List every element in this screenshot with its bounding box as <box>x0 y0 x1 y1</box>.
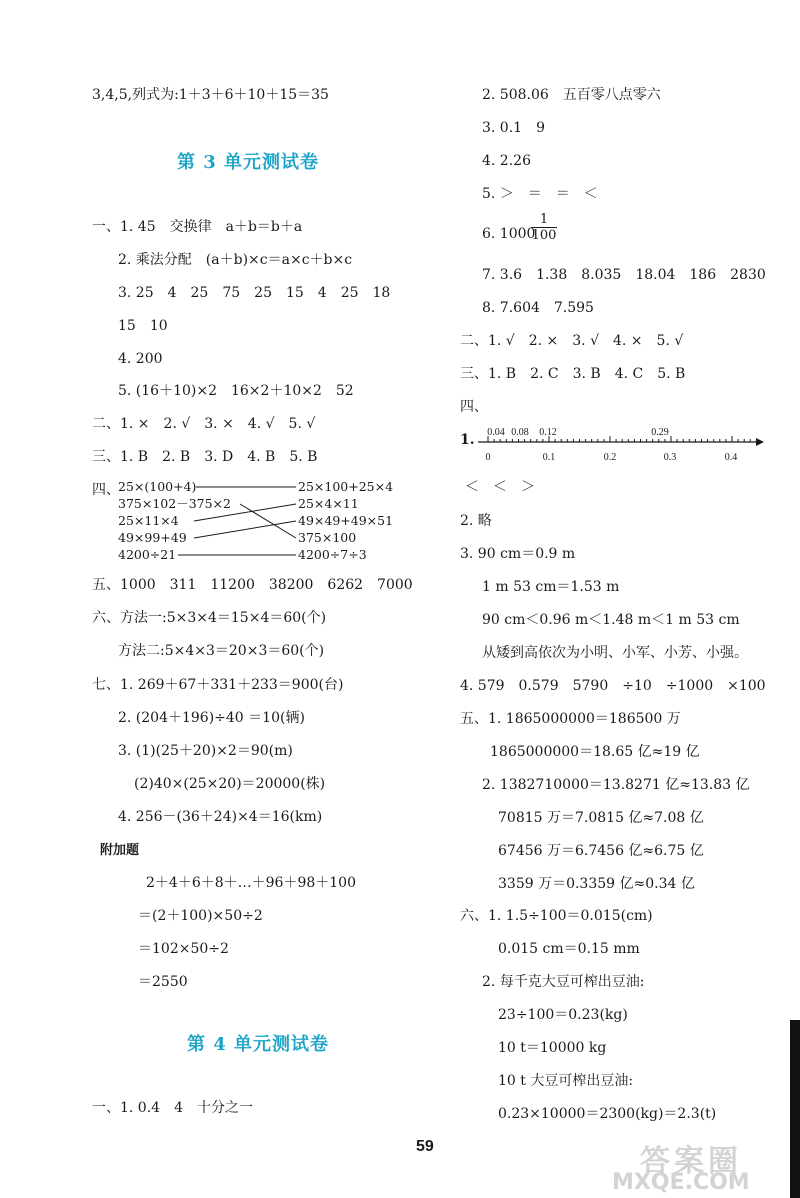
numberline-top-label: 0.29 <box>651 427 669 438</box>
answer-line: 2. 略 <box>460 513 492 529</box>
extra-line: ＝(2＋100)×50÷2 <box>138 908 263 924</box>
answer-line: 70815 万＝7.0815 亿≈7.08 亿 <box>498 810 704 826</box>
matching-left-item: 25×(100+4) <box>118 479 197 494</box>
fraction <box>531 212 557 243</box>
answer-line: 4. 200 <box>118 351 163 367</box>
answer-line: 67456 万＝6.7456 亿≈6.75 亿 <box>498 843 704 859</box>
answer-line: 3. (1)(25＋20)×2＝90(m) <box>118 743 293 759</box>
matching-right-item: 25×100+25×4 <box>298 479 394 494</box>
number-line <box>470 420 770 468</box>
answer-line: 1865000000＝18.65 亿≈19 亿 <box>490 744 700 760</box>
matching-left-item: 4200÷21 <box>118 547 177 562</box>
numberline-bottom-label: 0.2 <box>603 452 617 463</box>
matching-left-item: 25×11×4 <box>118 513 179 528</box>
numberline-top-label: 0.12 <box>539 427 557 438</box>
answer-line: 2. (204＋196)÷40 ＝10(辆) <box>118 710 305 726</box>
answer-line: 2. 每千克大豆可榨出豆油: <box>482 974 645 990</box>
unit4-title: 第 4 单元测试卷 <box>187 1034 330 1055</box>
answer-line: 六、1. 1.5÷100＝0.015(cm) <box>460 908 653 924</box>
answer-line: 3359 万＝0.3359 亿≈0.34 亿 <box>498 876 695 892</box>
answer-line: 10 t＝10000 kg <box>498 1040 607 1056</box>
answer-line: 3. 25 4 25 75 25 15 4 25 18 <box>118 285 391 301</box>
answer-line: 1 m 53 cm＝1.53 m <box>482 579 620 595</box>
matching-left-item: 49×99+49 <box>118 530 187 545</box>
answer-line: 从矮到高依次为小明、小军、小芳、小强。 <box>482 645 748 661</box>
answer-line: 三、1. B 2. C 3. B 4. C 5. B <box>460 366 686 382</box>
answer-line: 三、1. B 2. B 3. D 4. B 5. B <box>92 449 318 465</box>
answer-line: 0.23×10000＝2300(kg)＝2.3(t) <box>498 1106 717 1122</box>
matching-right-item: 4200÷7÷3 <box>298 547 367 562</box>
answer-line: 2. 1382710000＝13.8271 亿≈13.83 亿 <box>482 777 750 793</box>
answer-line: 2. 乘法分配 (a＋b)×c＝a×c＋b×c <box>118 252 353 268</box>
answer-line: 五、1. 1865000000＝186500 万 <box>460 711 681 727</box>
answer-line: ＜ ＜ ＞ <box>465 479 535 495</box>
answer-line: 一、1. 45 交换律 a＋b＝b＋a <box>92 219 303 235</box>
answer-line: 7. 3.6 1.38 8.035 18.04 186 2830 <box>482 267 766 283</box>
extra-line: 2＋4＋6＋8＋…＋96＋98＋100 <box>146 875 356 891</box>
extra-title: 附加题 <box>100 843 140 858</box>
answer-line: 5. ＞ ＝ ＝ ＜ <box>482 186 598 202</box>
answer-line: 一、1. 0.4 4 十分之一 <box>92 1100 253 1116</box>
answer-line: 二、1. √ 2. × 3. √ 4. × 5. √ <box>460 333 684 349</box>
numberline-prefix: 1. <box>460 432 475 448</box>
matching-prefix: 四、 <box>92 482 120 498</box>
numberline-top-label: 0.04 <box>487 427 505 438</box>
answer-line: 方法二:5×4×3＝20×3＝60(个) <box>118 643 325 659</box>
numberline-bottom-label: 0.1 <box>542 452 556 463</box>
answer-line: 5. (16＋10)×2 16×2＋10×2 52 <box>118 383 354 399</box>
answer-line: 3. 0.1 9 <box>482 120 545 136</box>
answer-line: 23÷100＝0.23(kg) <box>498 1007 628 1023</box>
answer-line: 10 t 大豆可榨出豆油: <box>498 1073 634 1089</box>
answer-line: 8. 7.604 7.595 <box>482 300 594 316</box>
fraction-denominator: 100 <box>531 228 557 243</box>
page-edge-shadow <box>790 1020 800 1198</box>
watermark-logo: 答案圈 <box>640 1144 742 1179</box>
unit3-title: 第 3 单元测试卷 <box>177 152 320 173</box>
match-line <box>194 521 296 538</box>
carryover-line: 3,4,5,列式为:1＋3＋6＋10＋15＝35 <box>92 87 329 103</box>
extra-line: ＝2550 <box>138 974 188 990</box>
numberline-bottom-label: 0 <box>485 452 491 463</box>
answer-line: 3. 90 cm＝0.9 m <box>460 546 576 562</box>
extra-line: ＝102×50÷2 <box>138 941 229 957</box>
answer-line: (2)40×(25×20)＝20000(株) <box>134 776 326 792</box>
numberline-bottom-label: 0.4 <box>724 452 738 463</box>
numberline-bottom-label: 0.3 <box>663 452 677 463</box>
matching-right-item: 25×4×11 <box>298 496 359 511</box>
answer-line: 6. 1000 <box>482 226 536 242</box>
numberline-top-label: 0.08 <box>511 427 529 438</box>
answer-line: 四、 <box>460 399 488 415</box>
answer-line: 4. 2.26 <box>482 153 531 169</box>
answer-line: 0.015 cm＝0.15 mm <box>498 941 640 957</box>
answer-line: 五、1000 311 11200 38200 6262 7000 <box>92 577 413 593</box>
matching-right-item: 375×100 <box>298 530 357 545</box>
fraction-numerator: 1 <box>539 212 549 227</box>
answer-line: 15 10 <box>118 318 168 334</box>
answer-line: 90 cm＜0.96 m＜1.48 m＜1 m 53 cm <box>482 612 740 628</box>
matching-left-item: 375×102－375×2 <box>118 496 231 511</box>
answer-line: 4. 579 0.579 5790 ÷10 ÷1000 ×100 <box>460 678 766 694</box>
answer-line: 七、1. 269＋67＋331＋233＝900(台) <box>92 677 344 693</box>
arrow-icon <box>756 438 764 446</box>
watermark-url: MXQE.COM <box>612 1170 750 1195</box>
answer-line: 二、1. × 2. √ 3. × 4. √ 5. √ <box>92 416 316 432</box>
matching-right-item: 49×49+49×51 <box>298 513 394 528</box>
answer-line: 4. 256－(36＋24)×4＝16(km) <box>118 809 323 825</box>
page-number: 59 <box>416 1138 434 1155</box>
answer-line: 六、方法一:5×3×4＝15×4＝60(个) <box>92 610 327 626</box>
answer-line: 2. 508.06 五百零八点零六 <box>482 87 661 103</box>
